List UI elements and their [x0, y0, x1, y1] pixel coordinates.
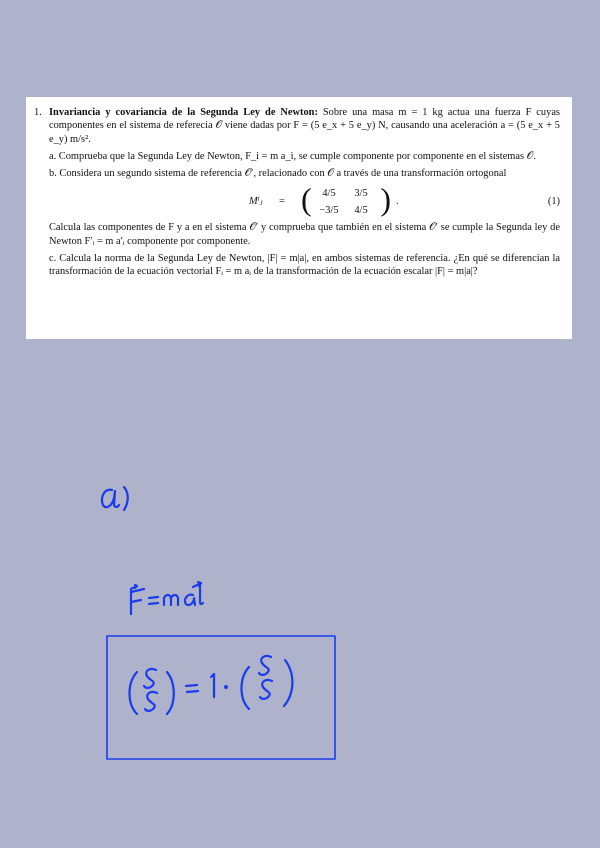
part-c-text: c. Calcula la norma de la Segunda Ley de Newton, |F| = m|a|, en ambos sistemas de referencia. ¿En qué se diferencian la transformación de la ecuación vectorial Fᵢ = m aᵢ de la transformación de la ecuación escalar |F| = m|a|? — [49, 253, 560, 278]
matrix-cell: 4/5 — [322, 188, 336, 200]
equation-tag: (1) — [547, 196, 560, 208]
matrix-lhs: Mⁱⱼ — [249, 196, 263, 208]
handwritten-equation-newton — [131, 582, 203, 614]
left-paren: ( — [301, 181, 312, 218]
matrix-cell: −3/5 — [319, 205, 339, 217]
handwritten-box — [107, 636, 335, 759]
part-b-text: Calcula las componentes de F y a en el sistema 𝒪′ y comprueba que también en el sistema 𝒪′ se cumple la Segunda ley de Newton F′ᵢ = m a′ᵢ componente por componente. — [49, 222, 560, 247]
intro-text: Sobre una masa m = 1 kg actua una fuerza F cuyas componentes en el sistema de referecia 𝒪 viene dadas por F = (5 e_x + 5 e_y) N, causando una aceleración a = (5 e_x + 5 e_y) m/s². — [49, 107, 560, 145]
right-paren: ) — [380, 181, 391, 218]
handwritten-boxed-equation — [130, 656, 293, 714]
part-a-text: a. Comprueba que la Segunda Ley de Newton, F_i = m a_i, se cumple componente por componente en el sistemas 𝒪. — [49, 150, 536, 162]
handwritten-label-a — [102, 487, 128, 510]
equals-sign: = — [279, 196, 285, 208]
problem-number: 1. — [34, 107, 42, 118]
matrix-cell: 4/5 — [354, 205, 368, 217]
problem-title: Invariancia y covariancia de la Segunda Ley de Newton: — [49, 107, 318, 118]
equation-period: . — [396, 196, 399, 208]
matrix-cell: 3/5 — [354, 188, 368, 200]
part-b-intro: b. Considera un segundo sistema de referencia 𝒪′, relacionado con 𝒪 a través de una transformación ortogonal — [49, 168, 507, 180]
